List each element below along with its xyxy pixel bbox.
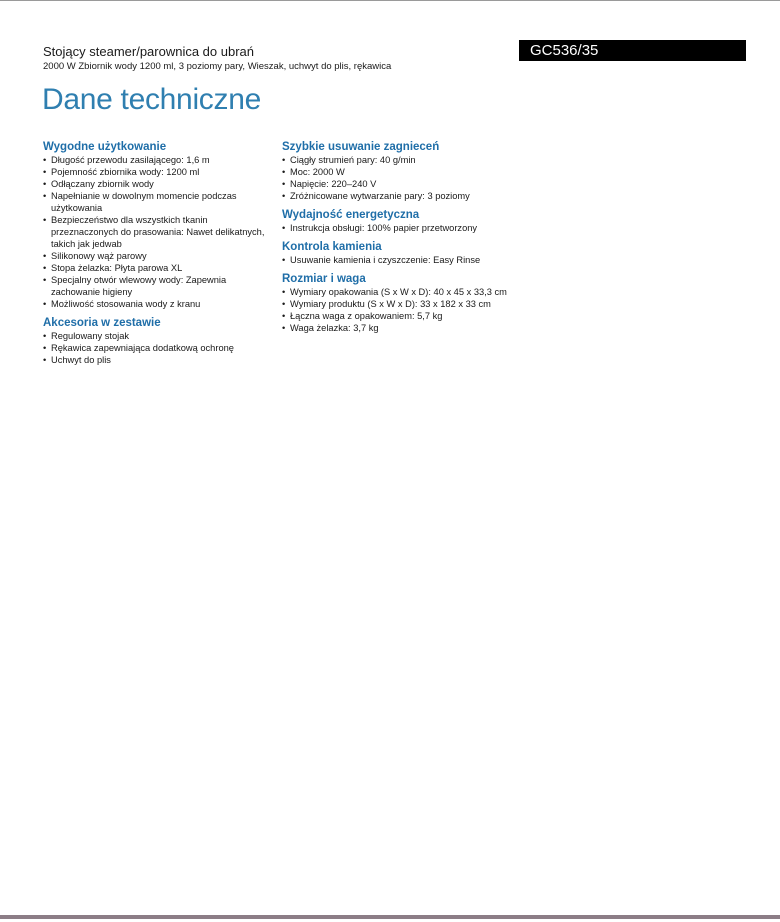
spec-list [282, 254, 507, 266]
section-title: Rozmiar i waga [282, 273, 366, 285]
spec-item: • Stopa żelazka: Płyta parowa XL [43, 262, 268, 274]
left-spec-column [43, 140, 268, 372]
spec-item: • Usuwanie kamienia i czyszczenie: Easy Rinse [282, 254, 507, 266]
product-subtitle: 2000 W Zbiornik wody 1200 ml, 3 poziomy pary, Wieszak, uchwyt do plis, rękawica [43, 61, 392, 72]
bottom-divider [0, 915, 780, 919]
spec-item: • Bezpieczeństwo dla wszystkich tkanin przeznaczonych do prasowania: Nawet delikatnych, takich jak jedwab [43, 214, 268, 250]
spec-section [282, 240, 507, 266]
spec-item: • Napełnianie w dowolnym momencie podczas użytkowania [43, 190, 268, 214]
spec-item: • Rękawica zapewniająca dodatkową ochronę [43, 342, 268, 354]
spec-list [282, 286, 507, 334]
spec-item: • Uchwyt do plis [43, 354, 268, 366]
spec-item: • Długość przewodu zasilającego: 1,6 m [43, 154, 268, 166]
spec-list [282, 154, 507, 202]
spec-section [43, 140, 268, 310]
spec-item: • Specjalny otwór wlewowy wody: Zapewnia zachowanie higieny [43, 274, 268, 298]
section-title: Kontrola kamienia [282, 241, 382, 253]
section-title: Wygodne użytkowanie [43, 141, 167, 153]
spec-item: • Możliwość stosowania wody z kranu [43, 298, 268, 310]
spec-item: • Napięcie: 220–240 V [282, 178, 507, 190]
spec-item: • Waga żelazka: 3,7 kg [282, 322, 507, 334]
spec-item: • Moc: 2000 W [282, 166, 507, 178]
spec-item: • Instrukcja obsługi: 100% papier przetworzony [282, 222, 507, 234]
spec-list [43, 330, 268, 366]
spec-section [282, 140, 507, 202]
model-number-badge: GC536/35 [519, 40, 746, 61]
section-title: Akcesoria w zestawie [43, 317, 161, 329]
spec-section [282, 208, 507, 234]
product-title: Stojący steamer/parownica do ubrań [43, 44, 255, 59]
right-spec-column [282, 140, 507, 340]
top-divider [0, 0, 780, 1]
spec-item: • Wymiary opakowania (S x W x D): 40 x 45 x 33,3 cm [282, 286, 507, 298]
spec-item: • Odłączany zbiornik wody [43, 178, 268, 190]
spec-item: • Łączna waga z opakowaniem: 5,7 kg [282, 310, 507, 322]
section-title: Szybkie usuwanie zagnieceń [282, 141, 440, 153]
spec-item: • Pojemność zbiornika wody: 1200 ml [43, 166, 268, 178]
page-heading: Dane techniczne [42, 83, 261, 116]
spec-section [43, 316, 268, 366]
spec-list [282, 222, 507, 234]
spec-section [282, 272, 507, 334]
spec-item: • Zróżnicowane wytwarzanie pary: 3 poziomy [282, 190, 507, 202]
spec-item: • Wymiary produktu (S x W x D): 33 x 182 x 33 cm [282, 298, 507, 310]
spec-item: • Silikonowy wąż parowy [43, 250, 268, 262]
spec-item: • Ciągły strumień pary: 40 g/min [282, 154, 507, 166]
spec-list [43, 154, 268, 310]
section-title: Wydajność energetyczna [282, 209, 420, 221]
spec-item: • Regulowany stojak [43, 330, 268, 342]
